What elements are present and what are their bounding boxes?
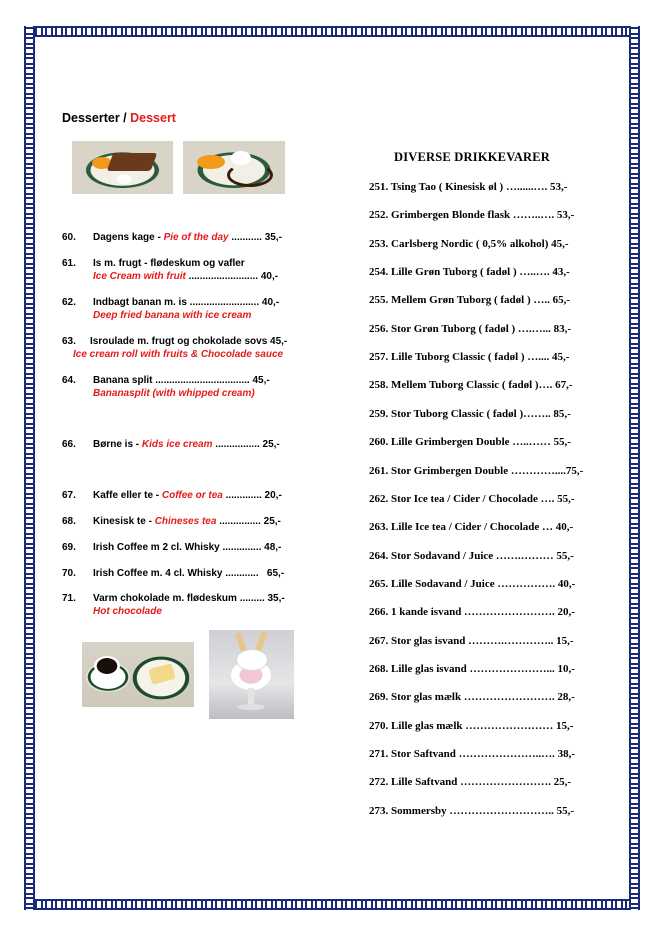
- drinks-title: DIVERSE DRIKKEVARER: [394, 150, 551, 164]
- drink-item: 255. Mellem Grøn Tuborg ( fadøl ) ….. 65,-: [369, 294, 571, 306]
- drink-item: 251. Tsing Tao ( Kinesisk øl ) …......…. 53,-: [369, 181, 568, 193]
- drink-item: 268. Lille glas isvand …………………... 10,-: [369, 663, 575, 675]
- drink-item: 264. Stor Sodavand / Juice …….……… 55,-: [369, 550, 574, 562]
- drink-item: 256. Stor Grøn Tuborg ( fadøl ) ….…... 83,-: [369, 323, 572, 335]
- drink-item: 273. Sommersby ……………………….. 55,-: [369, 805, 575, 817]
- fried-banana-with-ice-cream-photo: [183, 141, 285, 194]
- drink-item: 270. Lille glas mælk …………………… 15,-: [369, 720, 574, 732]
- drink-item: 260. Lille Grimbergen Double …..…… 55,-: [369, 436, 571, 448]
- drink-item: 262. Stor Ice tea / Cider / Chocolade …. 55,-: [369, 493, 575, 505]
- dessert-heading: [62, 111, 176, 125]
- drink-item: 272. Lille Saftvand ……………………. 25,-: [369, 776, 571, 788]
- drink-item: 259. Stor Tuborg Classic ( fadøl )…….. 85,-: [369, 408, 571, 420]
- cake-with-orange-photo: [72, 141, 173, 194]
- border-top: [24, 26, 640, 37]
- drink-item: 258. Mellem Tuborg Classic ( fadøl )…. 67,-: [369, 379, 573, 391]
- drink-item: 269. Stor glas mælk ……………………. 28,-: [369, 691, 575, 703]
- drink-item: 263. Lille Ice tea / Cider / Chocolade … 40,-: [369, 521, 574, 533]
- drink-item: 267. Stor glas isvand ……….………….. 15,-: [369, 635, 574, 647]
- heading-english: Dessert: [130, 111, 176, 125]
- drink-item: 253. Carlsberg Nordic ( 0,5% alkohol) 45,-: [369, 238, 569, 250]
- coffee-and-cake-photo: [82, 642, 194, 707]
- drink-item: 266. 1 kande isvand ……………………. 20,-: [369, 606, 575, 618]
- drink-item: 257. Lille Tuborg Classic ( fadøl ) ….... 45,-: [369, 351, 570, 363]
- border-left: [24, 26, 35, 910]
- heading-danish: Desserter /: [62, 111, 131, 125]
- drink-item: 265. Lille Sodavand / Juice ……………. 40,-: [369, 578, 576, 590]
- border-right: [629, 26, 640, 910]
- drink-item: 254. Lille Grøn Tuborg ( fadøl ) …..…. 43,-: [369, 266, 570, 278]
- banana-split-photo: [209, 630, 294, 719]
- drink-item: 271. Stor Saftvand …………………..…. 38,-: [369, 748, 576, 760]
- drink-item: 261. Stor Grimbergen Double …………....75,-: [369, 465, 584, 477]
- drink-item: 252. Grimbergen Blonde flask ……..…. 53,-: [369, 209, 575, 221]
- border-bottom: [24, 899, 640, 910]
